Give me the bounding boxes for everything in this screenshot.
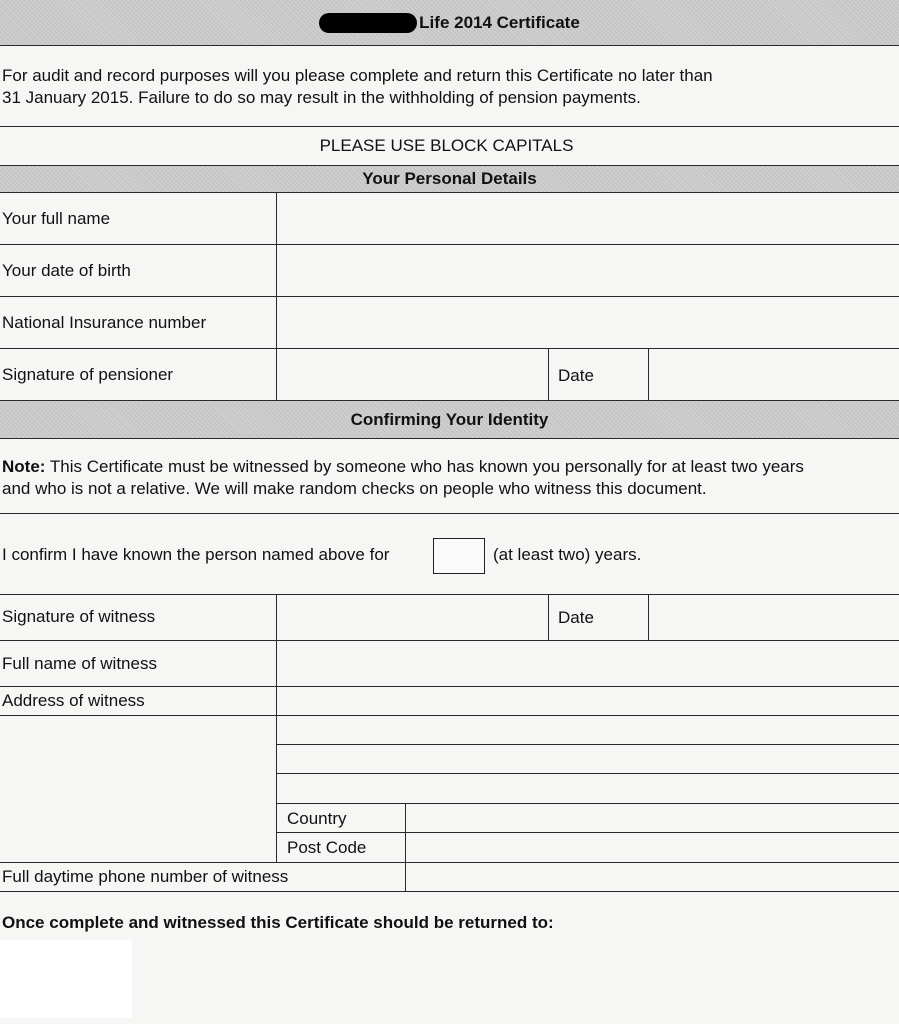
pensioner-signature-field[interactable] — [277, 349, 548, 400]
witness-date-label: Date — [558, 608, 594, 627]
identity-heading: Confirming Your Identity — [0, 401, 899, 438]
column-divider — [648, 348, 649, 400]
full-name-field[interactable] — [277, 193, 899, 244]
witness-address-line-1[interactable] — [277, 687, 899, 715]
pensioner-date-label: Date — [558, 366, 594, 385]
confirm-years-text: (at least two) years. — [493, 545, 642, 564]
confirm-known-text: I confirm I have known the person named above for — [2, 545, 390, 564]
note-text-1: This Certificate must be witnessed by someone who has known you personally for at least two years — [45, 457, 804, 476]
ni-number-label: National Insurance number — [2, 313, 207, 332]
column-divider — [648, 594, 649, 640]
dob-label: Your date of birth — [2, 261, 131, 280]
divider — [0, 438, 899, 439]
certificate-title: Life 2014 Certificate — [419, 12, 580, 32]
personal-details-heading: Your Personal Details — [0, 166, 899, 192]
divider — [0, 45, 899, 46]
witness-signature-label: Signature of witness — [2, 607, 156, 626]
witness-date-field[interactable] — [649, 595, 899, 640]
witness-phone-field[interactable] — [406, 863, 899, 891]
witness-address-line-3[interactable] — [277, 745, 899, 773]
witness-name-field[interactable] — [277, 641, 899, 686]
divider — [0, 891, 899, 892]
country-field[interactable] — [406, 804, 899, 832]
column-divider — [276, 192, 277, 400]
witness-note — [2, 456, 804, 500]
country-label: Country — [287, 809, 347, 828]
note-label: Note: — [2, 457, 46, 476]
return-instructions: Once complete and witnessed this Certificate should be returned to: — [2, 913, 554, 932]
pensioner-date-field[interactable] — [649, 349, 899, 400]
intro-line-2: 31 January 2015. Failure to do so may result in the withholding of pension payments. — [2, 88, 641, 107]
redacted-name — [319, 13, 417, 33]
witness-phone-label: Full daytime phone number of witness — [2, 867, 289, 886]
intro-line-1: For audit and record purposes will you please complete and return this Certificate no later than — [2, 66, 713, 85]
intro-text — [2, 65, 713, 109]
redacted-address — [0, 940, 132, 1018]
post-code-field[interactable] — [406, 833, 899, 862]
post-code-label: Post Code — [287, 838, 367, 857]
column-divider — [405, 803, 406, 891]
witness-address-line-2[interactable] — [277, 716, 899, 744]
pensioner-signature-label: Signature of pensioner — [2, 365, 174, 384]
column-divider — [276, 594, 277, 862]
certificate-title-bar — [0, 0, 899, 45]
column-divider — [548, 594, 549, 640]
years-known-box[interactable] — [433, 538, 485, 574]
ni-number-field[interactable] — [277, 297, 899, 348]
block-capitals-instruction: PLEASE USE BLOCK CAPITALS — [319, 136, 574, 155]
witness-address-label: Address of witness — [2, 691, 145, 710]
witness-address-line-4[interactable] — [277, 774, 899, 803]
note-text-2: and who is not a relative. We will make random checks on people who witness this document. — [2, 479, 707, 498]
witness-signature-field[interactable] — [277, 595, 548, 640]
divider — [0, 513, 899, 514]
full-name-label: Your full name — [2, 209, 111, 228]
witness-name-label: Full name of witness — [2, 654, 157, 673]
dob-field[interactable] — [277, 245, 899, 296]
divider — [0, 126, 899, 127]
column-divider — [548, 348, 549, 400]
